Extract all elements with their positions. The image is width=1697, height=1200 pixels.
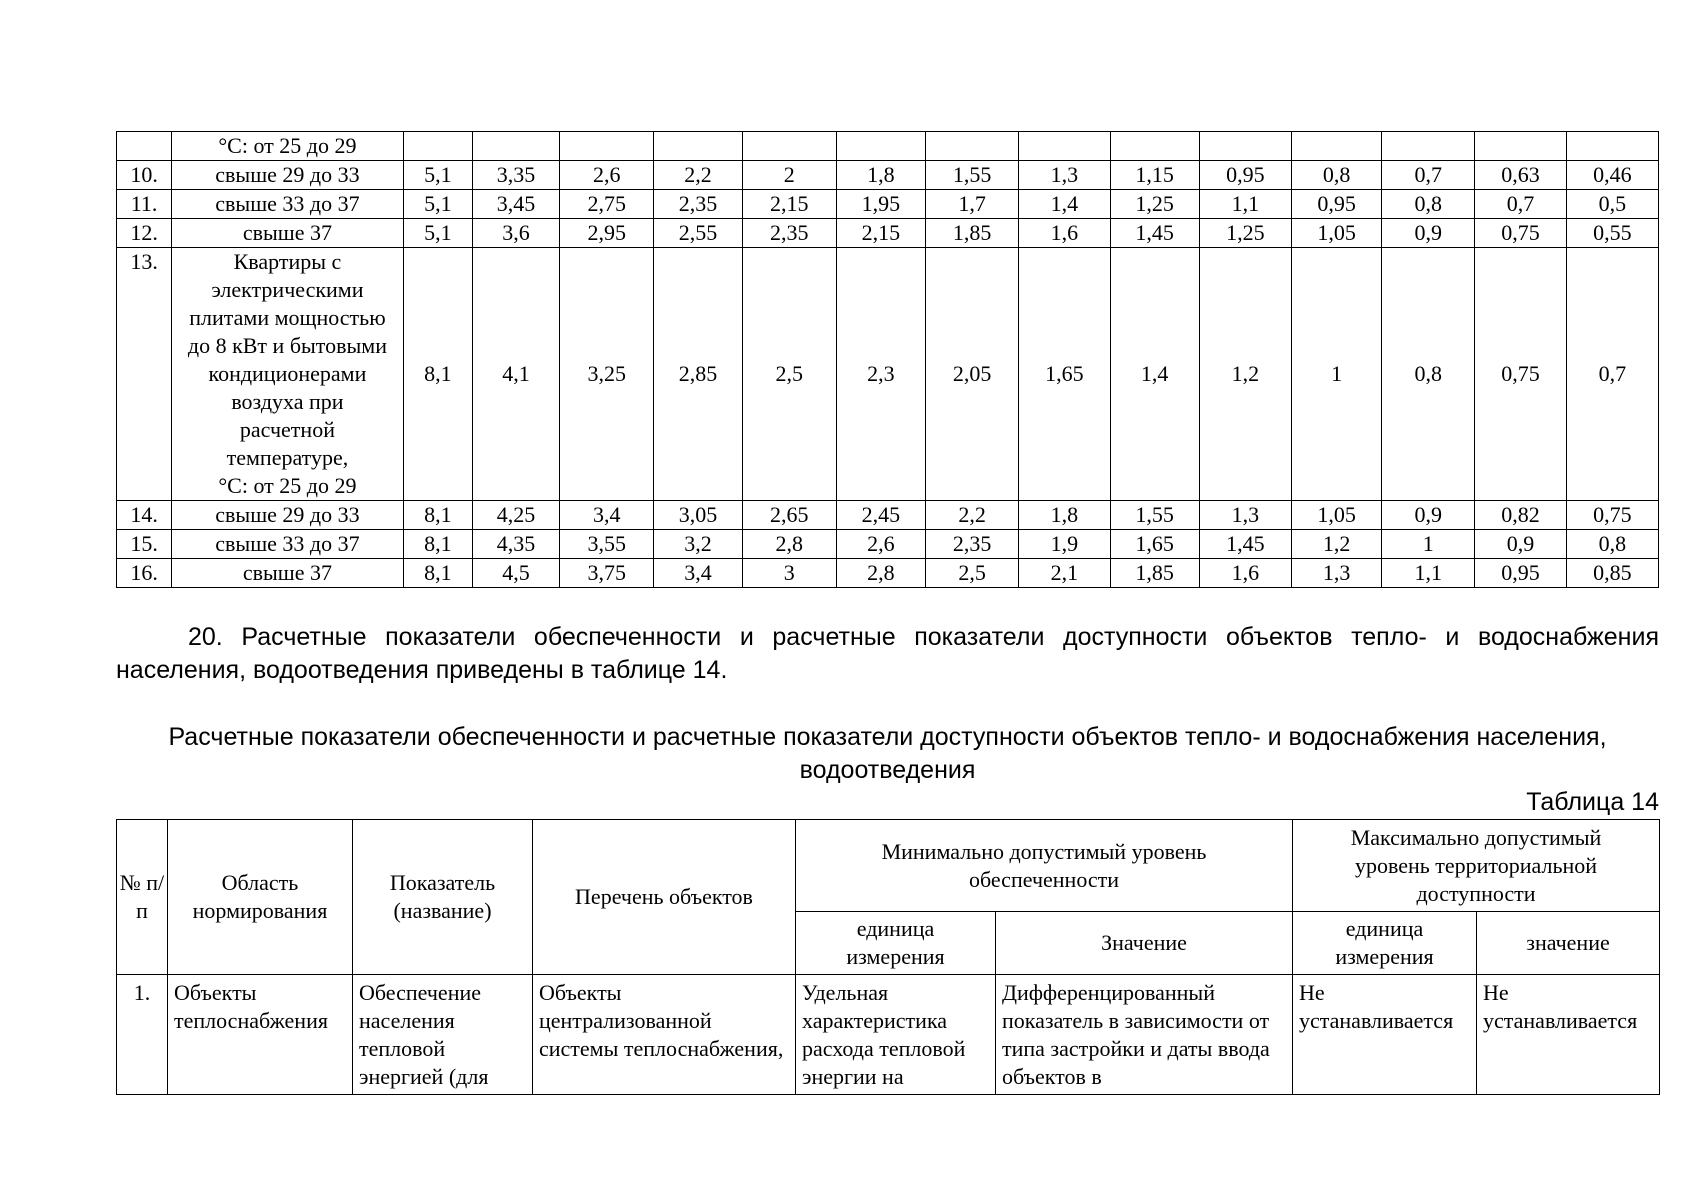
row-number: 13. [117,248,172,501]
value-cell: 2,1 [1019,559,1110,588]
value-cell: 5,1 [403,190,472,219]
value-cell [560,132,654,161]
value-cell: 0,55 [1566,219,1658,248]
header-objects: Перечень объектов [533,820,796,975]
value-cell: 4,1 [472,248,559,501]
row-label: °С: от 25 до 29 [172,132,404,161]
value-cell: 2,85 [654,248,742,501]
value-cell: 0,8 [1382,190,1475,219]
row-number [117,132,172,161]
value-cell: 1,9 [1019,530,1110,559]
row-number: 15. [117,530,172,559]
value-cell: 4,25 [472,501,559,530]
value-cell: 2,3 [836,248,925,501]
value-cell: 2,5 [926,559,1019,588]
value-cell: 0,85 [1566,559,1658,588]
value-cell: 1,3 [1291,559,1381,588]
value-cell: 0,75 [1475,219,1566,248]
value-cell: 8,1 [403,501,472,530]
value-cell: 2,75 [560,190,654,219]
table-row [117,248,1659,501]
value-cell: 1,45 [1199,530,1291,559]
row-number: 16. [117,559,172,588]
row-label [172,248,404,501]
value-cell: 1,6 [1199,559,1291,588]
row-label: свыше 29 до 33 [172,161,404,190]
value-cell: 1,4 [1110,248,1199,501]
table-row [117,530,1659,559]
table-row [117,132,1659,161]
value-cell: 0,75 [1566,501,1658,530]
row-label-line: Квартиры с [233,249,342,274]
value-cell: 2,15 [742,190,836,219]
row-label-line: воздуха при [231,389,344,414]
header-indicator: Показатель (название) [353,820,533,975]
value-cell: 3,35 [472,161,559,190]
value-cell: 0,7 [1475,190,1566,219]
value-cell: 2,45 [836,501,925,530]
consumption-table [116,131,1659,588]
value-cell: 8,1 [403,530,472,559]
value-cell: 2,95 [560,219,654,248]
value-cell: 3,4 [654,559,742,588]
value-cell [1110,132,1199,161]
row-label: свыше 37 [172,559,404,588]
value-cell: 1,8 [836,161,925,190]
value-cell: 8,1 [403,559,472,588]
value-cell [403,132,472,161]
table-row [117,190,1659,219]
row1-num: 1. [117,975,168,1095]
value-cell: 1,85 [926,219,1019,248]
value-cell [472,132,559,161]
row1-min-unit: Удельная характеристика расхода тепловой энергии на [796,975,996,1095]
row-label-line: расчетной [239,417,335,442]
value-cell: 0,7 [1566,248,1658,501]
value-cell [836,132,925,161]
value-cell: 0,5 [1566,190,1658,219]
value-cell: 1,2 [1291,530,1381,559]
value-cell: 2,5 [742,248,836,501]
row-number: 14. [117,501,172,530]
table-row [117,219,1659,248]
row-label-line: °С: от 25 до 29 [218,473,357,498]
value-cell: 5,1 [403,219,472,248]
value-cell: 1,4 [1019,190,1110,219]
value-cell: 1,65 [1019,248,1110,501]
value-cell: 1,05 [1291,219,1381,248]
value-cell: 4,35 [472,530,559,559]
value-cell [742,132,836,161]
value-cell: 0,9 [1382,219,1475,248]
value-cell [1475,132,1566,161]
value-cell: 0,95 [1475,559,1566,588]
row1-max-value: Не устанавливается [1477,975,1660,1095]
value-cell: 0,95 [1291,190,1381,219]
value-cell: 1,65 [1110,530,1199,559]
row-label-line: температуре, [226,445,349,470]
value-cell: 1,55 [926,161,1019,190]
value-cell: 1,3 [1019,161,1110,190]
value-cell: 0,9 [1382,501,1475,530]
header-max-unit: единица измерения [1293,912,1477,975]
row-label-line: до 8 кВт и бытовыми [187,333,387,358]
value-cell: 1,1 [1199,190,1291,219]
value-cell: 1,6 [1019,219,1110,248]
value-cell [1019,132,1110,161]
value-cell: 0,75 [1475,248,1566,501]
header-min-unit: единица измерения [796,912,996,975]
header-max-level: Максимально допустимый уровень территориальной доступности [1293,820,1660,912]
value-cell: 2,2 [926,501,1019,530]
table-14-label: Таблица 14 [1526,788,1659,816]
value-cell: 2,35 [654,190,742,219]
row-number: 10. [117,161,172,190]
value-cell: 1,1 [1382,559,1475,588]
value-cell: 3,6 [472,219,559,248]
table-row [117,161,1659,190]
value-cell: 2,35 [926,530,1019,559]
value-cell: 3,05 [654,501,742,530]
value-cell: 5,1 [403,161,472,190]
row1-indicator: Обеспечение населения тепловой энергией (для [353,975,533,1095]
value-cell: 1,25 [1110,190,1199,219]
value-cell [1566,132,1658,161]
value-cell: 1,95 [836,190,925,219]
value-cell: 3,75 [560,559,654,588]
value-cell: 1,15 [1110,161,1199,190]
row-label: свыше 37 [172,219,404,248]
row-label: свыше 33 до 37 [172,530,404,559]
value-cell: 1,25 [1199,219,1291,248]
paragraph-20: 20. Расчетные показатели обеспеченности и расчетные показатели доступности объектов тепло- и водоснабжения населения, водоотведения приведены в таблице 14. [116,623,1659,684]
value-cell: 2,65 [742,501,836,530]
value-cell [1382,132,1475,161]
value-cell: 0,46 [1566,161,1658,190]
header-num: № п/п [117,820,168,975]
value-cell: 2,8 [742,530,836,559]
value-cell [654,132,742,161]
value-cell: 4,5 [472,559,559,588]
row-label: свыше 29 до 33 [172,501,404,530]
provision-table [116,819,1660,1095]
value-cell: 2,35 [742,219,836,248]
value-cell: 1,05 [1291,501,1381,530]
row1-min-value: Дифференцированный показатель в зависимости от типа застройки и даты ввода объектов в [996,975,1293,1095]
value-cell: 1 [1291,248,1381,501]
value-cell: 3 [742,559,836,588]
value-cell: 0,7 [1382,161,1475,190]
value-cell: 2,55 [654,219,742,248]
value-cell: 1,7 [926,190,1019,219]
value-cell: 3,4 [560,501,654,530]
value-cell: 1,85 [1110,559,1199,588]
value-cell: 1,2 [1199,248,1291,501]
value-cell: 3,2 [654,530,742,559]
row-label: свыше 33 до 37 [172,190,404,219]
value-cell: 2 [742,161,836,190]
row-label-line: электрическими [211,277,364,302]
value-cell: 1 [1382,530,1475,559]
row-label-line: плитами мощностью [189,305,386,330]
value-cell: 0,63 [1475,161,1566,190]
value-cell: 2,6 [560,161,654,190]
row1-objects: Объекты централизованной системы теплоснабжения, [533,975,796,1095]
value-cell: 2,15 [836,219,925,248]
value-cell: 2,8 [836,559,925,588]
value-cell: 3,45 [472,190,559,219]
value-cell: 0,82 [1475,501,1566,530]
value-cell: 8,1 [403,248,472,501]
row-number: 11. [117,190,172,219]
table-row [117,559,1659,588]
row-label-line: кондиционерами [208,361,367,386]
value-cell: 1,8 [1019,501,1110,530]
value-cell: 2,6 [836,530,925,559]
row-number: 12. [117,219,172,248]
table-14-title: Расчетные показатели обеспеченности и расчетные показатели доступности объектов тепло- и водоснабжения населения, водоотведения [168,723,1607,784]
header-area: Область нормирования [168,820,353,975]
header-max-value: значение [1477,912,1660,975]
value-cell [1291,132,1381,161]
value-cell: 3,55 [560,530,654,559]
value-cell [926,132,1019,161]
value-cell: 1,45 [1110,219,1199,248]
row1-max-unit: Не устанавливается [1293,975,1477,1095]
value-cell: 0,95 [1199,161,1291,190]
value-cell: 1,3 [1199,501,1291,530]
header-min-level: Минимально допустимый уровень обеспеченности [796,820,1293,912]
value-cell: 2,2 [654,161,742,190]
value-cell: 3,25 [560,248,654,501]
value-cell: 0,8 [1382,248,1475,501]
value-cell: 0,9 [1475,530,1566,559]
value-cell: 2,05 [926,248,1019,501]
table-row [117,501,1659,530]
value-cell: 0,8 [1566,530,1658,559]
value-cell: 0,8 [1291,161,1381,190]
row1-area: Объекты теплоснабжения [168,975,353,1095]
value-cell [1199,132,1291,161]
value-cell: 1,55 [1110,501,1199,530]
header-min-value: Значение [996,912,1293,975]
